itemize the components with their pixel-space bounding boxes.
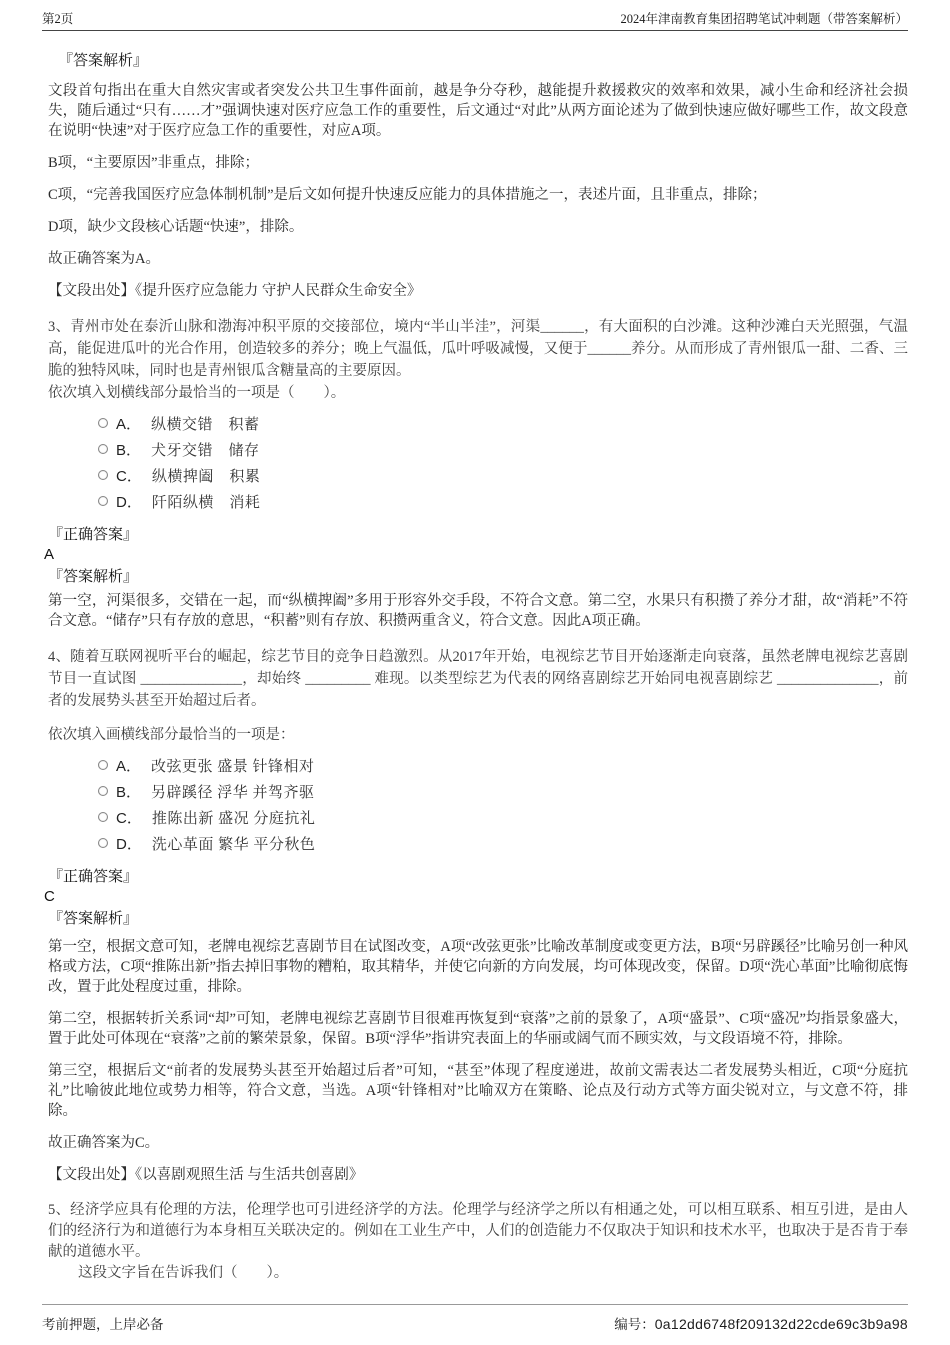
analysis-paragraph: B项，“主要原因”非重点，排除； (48, 155, 260, 171)
options-group-q3 (98, 410, 908, 514)
option-q3-b[interactable] (98, 436, 908, 462)
question-5 (42, 1200, 908, 1284)
page-header (42, 0, 908, 31)
analysis-conclusion: 故正确答案为A。 (48, 251, 160, 267)
correct-answer-value: A (44, 546, 55, 563)
question-prompt: 这段文字旨在告诉我们（ ）。 (78, 1265, 289, 1281)
serial-label: 编号： (614, 1317, 655, 1332)
passage-source: 【文段出处】《提升医疗应急能力 守护人民群众生命安全》 (48, 283, 422, 299)
question-stem: 5、经济学应具有伦理的方法，伦理学也可引进经济学的方法。伦理学与经济学之所以有相通之处，可以相互联系、相互引进，是由人们的经济行为和道德行为本身相互关联决定的。例如在工业生产中，人们的创造能力不仅取决于知识和技术水平，也取决于是否肯于奉献的道德水平。 (48, 1202, 908, 1260)
option-text: 纵横捭阖 积累 (151, 468, 261, 485)
radio-button-q4-c[interactable] (98, 812, 108, 822)
radio-button-q4-a[interactable] (98, 760, 108, 770)
option-q3-c[interactable] (98, 462, 908, 488)
question-stem: 4、随着互联网视听平台的崛起，综艺节目的竞争日趋激烈。从2017年开始，电视综艺节目开始逐渐走向衰落，虽然老牌电视综艺喜剧节目一直试图 ______________，却始终 _________ 难现。以类型综艺为代表的网络喜剧综艺开始同电视喜剧综艺 ______________，前者的发展势头甚至开始超过后者。 (48, 649, 908, 709)
correct-answer-value: C (44, 888, 55, 905)
option-letter: A． (116, 757, 142, 775)
analysis-paragraph: C项，“完善我国医疗应急体制机制”是后文如何提升快速反应能力的具体措施之一，表述片面，且非重点，排除； (48, 187, 767, 203)
analysis-paragraph: 文段首句指出在重大自然灾害或者突发公共卫生事件面前，越是争分夺秒，越能提升救援救灾的效率和效果，减小生命和经济社会损失，随后通过“只有……才”强调快速对医疗应急工作的重要性，后文通过“对此”从两方面论述为了做到快速应做好哪些工作，故文段意在说明“快速”对于医疗应急工作的重要性，对应A项。 (48, 83, 908, 139)
analysis-paragraph: 第二空，根据转折关系词“却”可知，老牌电视综艺喜剧节目很难再恢复到“衰落”之前的景象了，A项“盛景”、C项“盛况”均指景象盛大，置于此处可体现在“衰落”之前的繁荣景象，保留。B项“浮华”指讲究表面上的华丽或阔气而不顾实效，与文段语境不符，排除。 (48, 1011, 908, 1047)
option-letter: B． (116, 441, 142, 459)
correct-answer-title: 『正确答案』 (48, 869, 139, 885)
option-letter: D． (116, 835, 142, 853)
document-serial (614, 1313, 908, 1333)
analysis-title: 『答案解析』 (58, 53, 149, 69)
radio-button-q3-b[interactable] (98, 444, 108, 454)
option-q4-d[interactable] (98, 830, 908, 856)
option-text: 纵横交错 积蓄 (151, 416, 260, 433)
option-text: 推陈出新 盛况 分庭抗礼 (151, 810, 316, 827)
analysis-paragraph: 第三空，根据后文“前者的发展势头甚至开始超过后者”可知，“甚至”体现了程度递进，故前文需表达二者发展势头相近，C项“分庭抗礼”比喻彼此地位或势力相等，符合文意，当选。A项“针锋相对”比喻双方在策略、论点及行动方式等方面尖锐对立，与文意不符，排除。 (48, 1063, 908, 1119)
analysis-paragraph: 第一空，河渠很多，交错在一起，而“纵横捭阖”多用于形容外交手段，不符合文意。第二空，水果只有积攒了养分才甜，故“消耗”不符合文意。“储存”只有存放的意思，“积蓄”则有存放、积攒两重含义，符合文意。因此A项正确。 (48, 593, 908, 629)
analysis-conclusion: 故正确答案为C。 (48, 1135, 160, 1151)
serial-value: 0a12dd6748f209132d22cde69c3b9a98 (654, 1316, 908, 1332)
option-q4-b[interactable] (98, 778, 908, 804)
analysis-paragraph: 第一空，根据文意可知，老牌电视综艺喜剧节目在试图改变，A项“改弦更张”比喻改革制度或变更方法，B项“另辟蹊径”比喻另创一种风格或方法，C项“推陈出新”指去掉旧事物的糟粕，取其精华，并使它向新的方向发展，均可体现改变，保留。D项“洗心革面”比喻彻底悔改，置于此处程度过重，排除。 (48, 939, 908, 995)
option-q3-d[interactable] (98, 488, 908, 514)
question-3 (42, 316, 908, 631)
option-q4-a[interactable] (98, 752, 908, 778)
radio-button-q3-d[interactable] (98, 496, 108, 506)
option-text: 犬牙交错 储存 (151, 442, 260, 459)
option-q4-c[interactable] (98, 804, 908, 830)
option-text: 另辟蹊径 浮华 并驾齐驱 (151, 784, 315, 801)
radio-button-q3-c[interactable] (98, 470, 108, 480)
option-q3-a[interactable] (98, 410, 908, 436)
page-number: 第2页 (42, 12, 74, 26)
passage-source: 【文段出处】《以喜剧观照生活 与生活共创喜剧》 (48, 1167, 364, 1183)
question-4 (42, 646, 908, 1185)
footer-slogan: 考前押题，上岸必备 (42, 1317, 164, 1332)
question-prompt: 依次填入画横线部分最恰当的一项是： (48, 727, 295, 743)
radio-button-q4-b[interactable] (98, 786, 108, 796)
option-letter: D． (116, 493, 142, 511)
option-letter: B． (116, 783, 142, 801)
analysis-title: 『答案解析』 (48, 569, 139, 585)
option-letter: C． (116, 467, 142, 485)
question-prompt: 依次填入划横线部分最恰当的一项是（ ）。 (48, 385, 346, 401)
doc-title: 2024年津南教育集团招聘笔试冲刺题（带答案解析） (620, 12, 908, 26)
option-text: 改弦更张 盛景 针锋相对 (151, 758, 315, 775)
question-stem: 3、青州市处在泰沂山脉和渤海冲积平原的交接部位，境内“半山半洼”，河渠______，有大面积的白沙滩。这种沙滩白天光照强，气温高，能促进瓜叶的光合作用，创造较多的养分；晚上气温低，瓜叶呼吸减慢，又便于______养分。从而形成了青州银瓜一甜、二香、三脆的独特风味，同时也是青州银瓜含糖量高的主要原因。 (48, 319, 908, 379)
page-footer (42, 1304, 908, 1333)
analysis-title: 『答案解析』 (48, 911, 139, 927)
options-group-q4 (98, 752, 908, 856)
analysis-paragraph: D项，缺少文段核心话题“快速”，排除。 (48, 219, 304, 235)
radio-button-q3-a[interactable] (98, 418, 108, 428)
correct-answer-title: 『正确答案』 (48, 527, 139, 543)
option-letter: C． (116, 809, 142, 827)
option-text: 洗心革面 繁华 平分秋色 (151, 836, 316, 853)
option-text: 阡陌纵横 消耗 (151, 494, 261, 511)
prev-answer-section (42, 51, 908, 301)
radio-button-q4-d[interactable] (98, 838, 108, 848)
option-letter: A． (116, 415, 142, 433)
